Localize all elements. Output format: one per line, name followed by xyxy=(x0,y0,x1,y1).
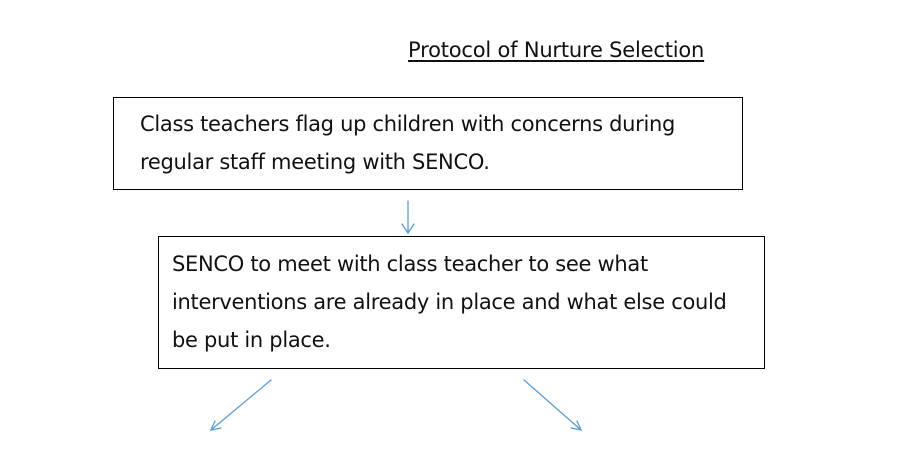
arrow-down-right-branch xyxy=(524,380,581,430)
step-text-flag-concerns: Class teachers flag up children with concerns during regular staff meeting with SENCO. xyxy=(140,112,676,174)
arrow-down-left-branch xyxy=(211,380,271,430)
diagram-title: Protocol of Nurture Selection xyxy=(408,38,705,62)
arrow-down-to-senco-meeting xyxy=(402,201,414,233)
step-text-senco-meeting: SENCO to meet with class teacher to see what interventions are already in place and what else could be put in place. xyxy=(172,252,727,352)
